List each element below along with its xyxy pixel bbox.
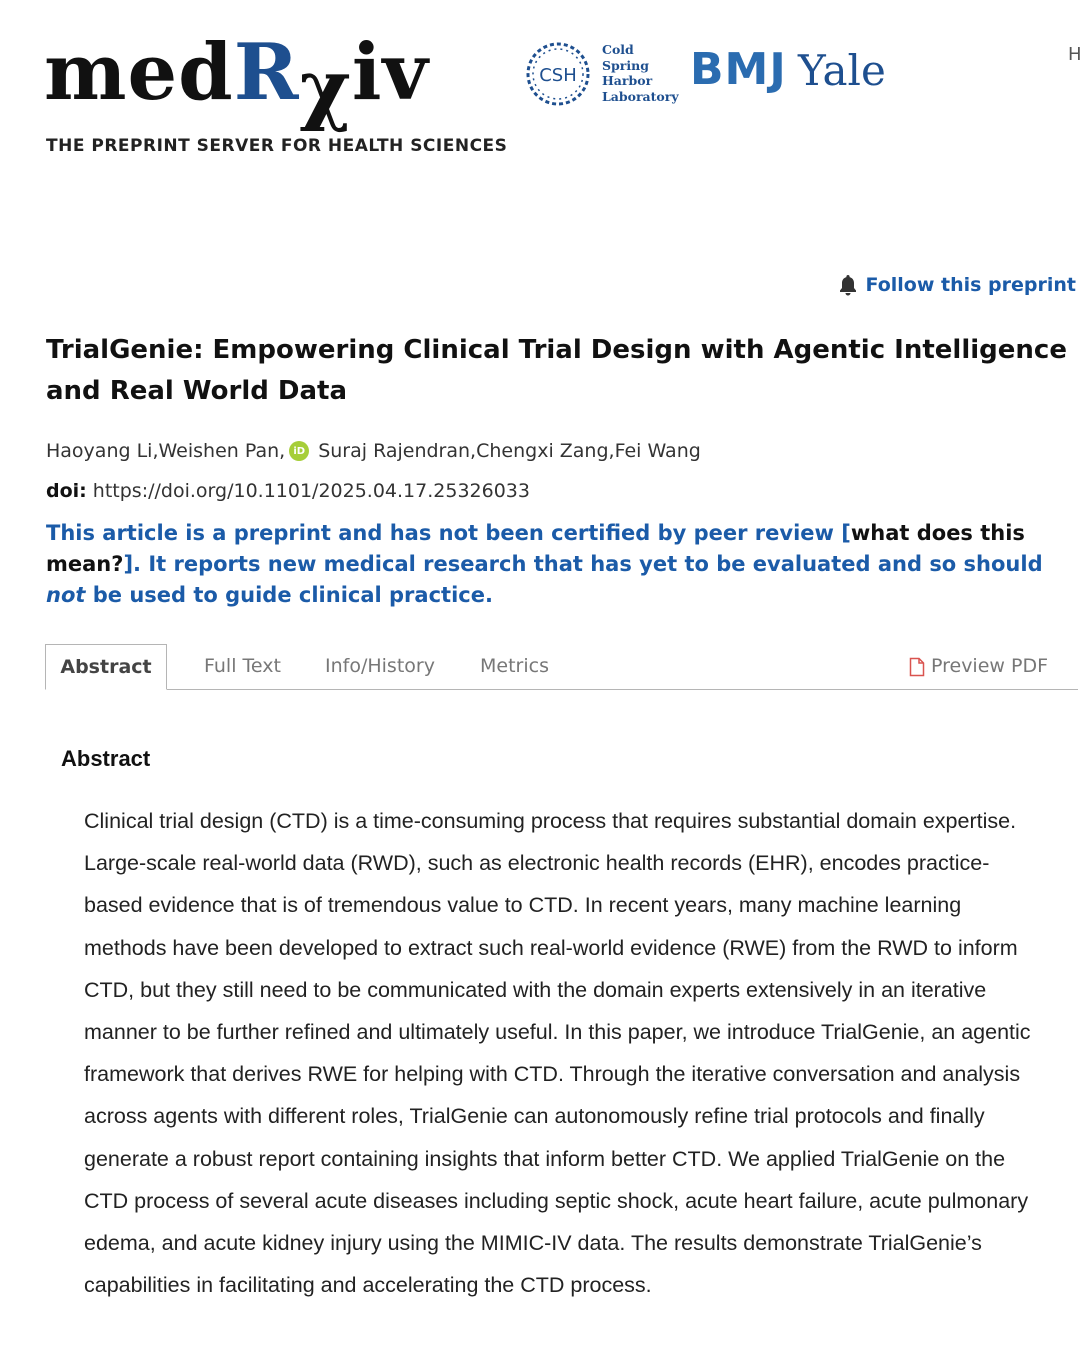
csh-line: Harbor [602,73,653,88]
csh-line: Spring [602,57,649,73]
bmj-logo[interactable]: BMJ [690,44,787,95]
logo-part-chi: χ [299,43,352,134]
doi-label: doi: [46,480,87,502]
csh-logo[interactable] [522,38,679,108]
article-title: TrialGenie: Empowering Clinical Trial Design with Agentic Intelligence and Real World Data [46,335,1067,406]
tab-full-text[interactable]: Full Text [204,655,281,677]
author-link[interactable]: Suraj Rajendran, [318,440,477,462]
author-link[interactable]: Chengxi Zang, [476,440,615,462]
abstract-body: Clinical trial design (CTD) is a time-consuming process that requires substantial domain expertise. Large-scale real-world data (RWD), such as electronic health records (EHR), encodes practice-based evidence that is of tremendous value to CTD. In recent years, many machine learning methods have been developed to extract such real-world evidence (RWE) from the RWD to inform CTD, but they still need to be communicated with the domain experts extensively in an iterative manner to be further refined and ultimately useful. In this paper, we introduce TrialGenie, an agentic framework that derives RWE for helping with CTD. Through the iterative conversation and analysis across agents with different roles, TrialGenie can autonomously refine trial protocols and finally generate a robust report containing insights that inform better CTD. We applied TrialGenie on the CTD process of several acute diseases including septic shock, acute heart failure, acute pulmonary edema, and acute kidney injury using the MIMIC-IV data. The results demonstrate TrialGenie’s capabilities in facilitating and accelerating the CTD process. [84,809,1031,1298]
clipped-nav-glyph[interactable]: H [1068,44,1082,65]
notice-text: ]. It reports new medical research that has yet to be evaluated and so should [123,552,1043,576]
preview-pdf-label: Preview PDF [930,655,1048,677]
doi-line [46,480,530,502]
logo-part-r: R [233,27,300,118]
doi-link[interactable]: https://doi.org/10.1101/2025.04.17.25326033 [86,480,530,502]
author-link[interactable]: Weishen Pan, [158,440,286,462]
logo-part-med: med [44,27,234,118]
article-tabs [45,644,1078,690]
csh-line: Laboratory [602,88,679,104]
follow-label: Follow this preprint [865,274,1076,296]
csh-label [602,42,679,104]
medrxiv-logo[interactable] [44,27,508,156]
preview-pdf-button[interactable] [909,644,1048,689]
author-link[interactable]: Fei Wang [614,440,701,462]
logo-tagline: THE PREPRINT SERVER FOR HEALTH SCIENCES [46,136,508,156]
csh-line: Cold [602,42,634,57]
yale-logo[interactable]: Yale [798,46,886,95]
notice-text: This article is a preprint and has not been certified by peer review [ [46,521,851,545]
notice-emphasis: not [46,583,86,607]
logo-wordmark[interactable] [44,27,429,134]
abstract-heading: Abstract [61,746,151,771]
what-does-this-mean-link[interactable]: what does this mean? [46,521,1025,576]
notice-text: be used to guide clinical practice. [85,583,493,607]
site-header [0,0,1080,200]
pdf-file-icon [909,657,925,677]
bell-icon [838,274,858,296]
logo-part-iv: iv [351,27,429,118]
tab-abstract[interactable]: Abstract [45,644,167,690]
author-link[interactable]: Haoyang Li, [46,440,159,462]
orcid-icon[interactable]: iD [289,441,309,461]
tab-metrics[interactable]: Metrics [480,655,549,677]
tab-info-history[interactable]: Info/History [325,655,435,677]
author-list [46,440,701,462]
csh-badge-text: CSH [539,65,577,86]
preprint-notice [46,518,1078,611]
follow-preprint-button[interactable] [838,274,1076,296]
csh-dna-ring-icon [522,38,594,110]
